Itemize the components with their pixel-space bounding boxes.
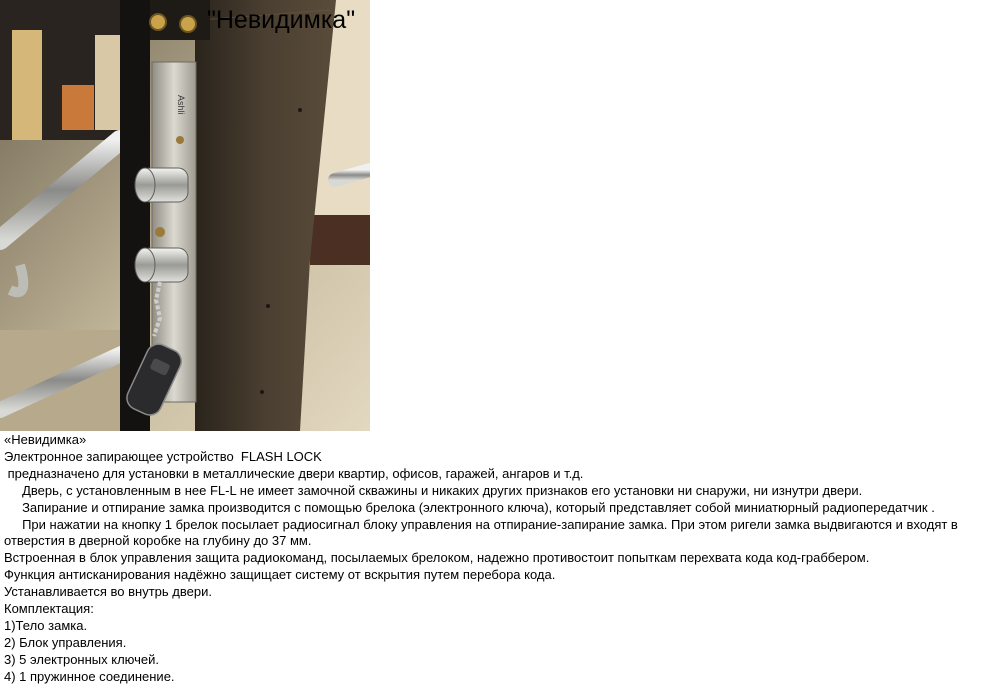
- lock-bolt-end: [135, 248, 155, 282]
- list-item: 2) Блок управления.: [4, 634, 127, 650]
- lock-screw: [176, 136, 184, 144]
- handrail: [335, 170, 370, 180]
- photo-title: "Невидимка": [207, 6, 356, 34]
- list-item: 1)Тело замка.: [4, 617, 88, 633]
- article-line: Функция антисканирования надёжно защищает систему от вскрытия путем перебора кода.: [4, 567, 556, 583]
- list-item: 3) 5 электронных ключей.: [4, 651, 159, 667]
- list-item: 4) 1 пружинное соединение.: [4, 668, 175, 684]
- article-line: Дверь, с установленным в нее FL-L не имеет замочной скважины и никаких других признаков его установки ни снаружи, ни изнутри двери.: [4, 482, 863, 498]
- list-heading: Комплектация:: [4, 601, 94, 617]
- lock-marking: Ashli: [176, 95, 186, 115]
- background-furniture: [310, 215, 370, 265]
- article-line: Запирание и отпирание замка производится с помощью брелока (электронного ключа), который представляет собой миниатюрный радиопередатчик .: [4, 499, 935, 515]
- background-box: [95, 35, 120, 130]
- lock-screw: [155, 227, 165, 237]
- lock-screw: [150, 14, 166, 30]
- article-text: [4, 432, 994, 686]
- article-line: Устанавливается во внутрь двери.: [4, 584, 212, 600]
- lock-photo-image: [0, 0, 370, 431]
- background-box: [12, 30, 42, 140]
- lock-bolt-end: [135, 168, 155, 202]
- article-line: При нажатии на кнопку 1 брелок посылает радиосигнал блоку управления на отпирание-запирание замка. При этом ригели замка выдвигаются и входят в отверстия в дверной коробке на глубину до 37 мм.: [4, 516, 962, 549]
- article-heading: «Невидимка»: [4, 432, 87, 447]
- article-line: предназначено для установки в металлические двери квартир, офисов, гаражей, ангаров и т.д.: [4, 465, 584, 481]
- lock-screw: [180, 16, 196, 32]
- door-screw: [298, 108, 302, 112]
- background-box: [62, 85, 94, 130]
- door-screw: [266, 304, 270, 308]
- lock-photo: [0, 0, 370, 431]
- article-line: Электронное запирающее устройство FLASH LOCK: [4, 448, 322, 464]
- door-screw: [260, 390, 264, 394]
- article-line: Встроенная в блок управления защита радиокоманд, посылаемых брелоком, надежно противостоит попыткам перехвата кода код-граббером.: [4, 550, 870, 566]
